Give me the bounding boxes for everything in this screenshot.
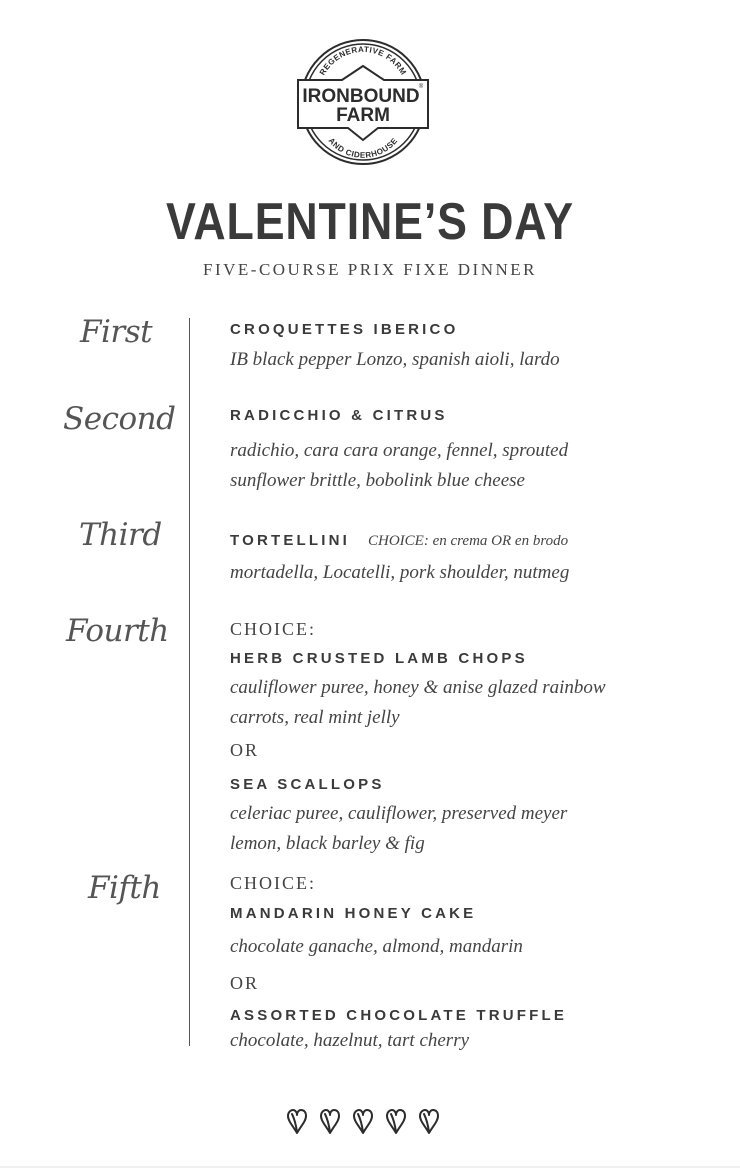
course-label-first: First <box>80 314 153 350</box>
dish-name: HERB CRUSTED LAMB CHOPS <box>230 650 528 667</box>
dish-description: chocolate ganache, almond, mandarin <box>230 936 523 957</box>
heart-outline-icon <box>286 1108 308 1136</box>
dish-choice-note: CHOICE: en crema OR en brodo <box>368 533 569 549</box>
dish-name: CROQUETTES IBERICO <box>230 321 459 338</box>
or-separator: OR <box>230 973 260 993</box>
heart-outline-icon <box>385 1108 407 1136</box>
course-label-fourth: Fourth <box>66 613 169 649</box>
course-label-fifth: Fifth <box>88 870 161 906</box>
logo-line1: IRONBOUND <box>302 86 420 107</box>
dish-description: IB black pepper Lonzo, spanish aioli, lardo <box>230 349 560 370</box>
heart-outline-icon <box>418 1108 440 1136</box>
heart-outline-icon <box>352 1108 374 1136</box>
logo-registered: ® <box>418 84 424 90</box>
dish-name: SEA SCALLOPS <box>230 776 385 793</box>
logo-bottom-text: AND CIDERHOUSE <box>326 136 400 160</box>
hearts-decoration <box>286 1108 446 1140</box>
dish-name: TORTELLINI <box>230 532 351 549</box>
page-subtitle: FIVE-COURSE PRIX FIXE DINNER <box>203 260 537 279</box>
dish-description: chocolate, hazelnut, tart cherry <box>230 1030 470 1051</box>
dish-name: ASSORTED CHOCOLATE TRUFFLE <box>230 1007 568 1024</box>
course-label-second: Second <box>63 401 176 437</box>
logo-top-text: REGENERATIVE FARM <box>317 44 409 77</box>
dish-description: radichio, cara cara orange, fennel, sprouted sunflower brittle, bobolink blue cheese <box>230 440 569 491</box>
page-title: VALENTINE’S DAY <box>165 193 574 251</box>
course-label-third: Third <box>79 517 162 553</box>
bottom-rule <box>0 1166 740 1168</box>
choice-label: CHOICE: <box>230 873 316 893</box>
dish-name: MANDARIN HONEY CAKE <box>230 905 477 922</box>
vertical-divider <box>189 318 190 1046</box>
dish-description: mortadella, Locatelli, pork shoulder, nutmeg <box>230 562 570 583</box>
dish-description: cauliflower puree, honey & anise glazed rainbow carrots, real mint jelly <box>230 677 606 728</box>
dish-description: celeriac puree, cauliflower, preserved meyer lemon, black barley & fig <box>230 803 568 854</box>
ironbound-farm-logo <box>292 36 434 168</box>
choice-label: CHOICE: <box>230 619 316 639</box>
heart-outline-icon <box>319 1108 341 1136</box>
dish-name: RADICCHIO & CITRUS <box>230 407 448 424</box>
logo-line2: FARM <box>336 105 390 126</box>
or-separator: OR <box>230 740 260 760</box>
